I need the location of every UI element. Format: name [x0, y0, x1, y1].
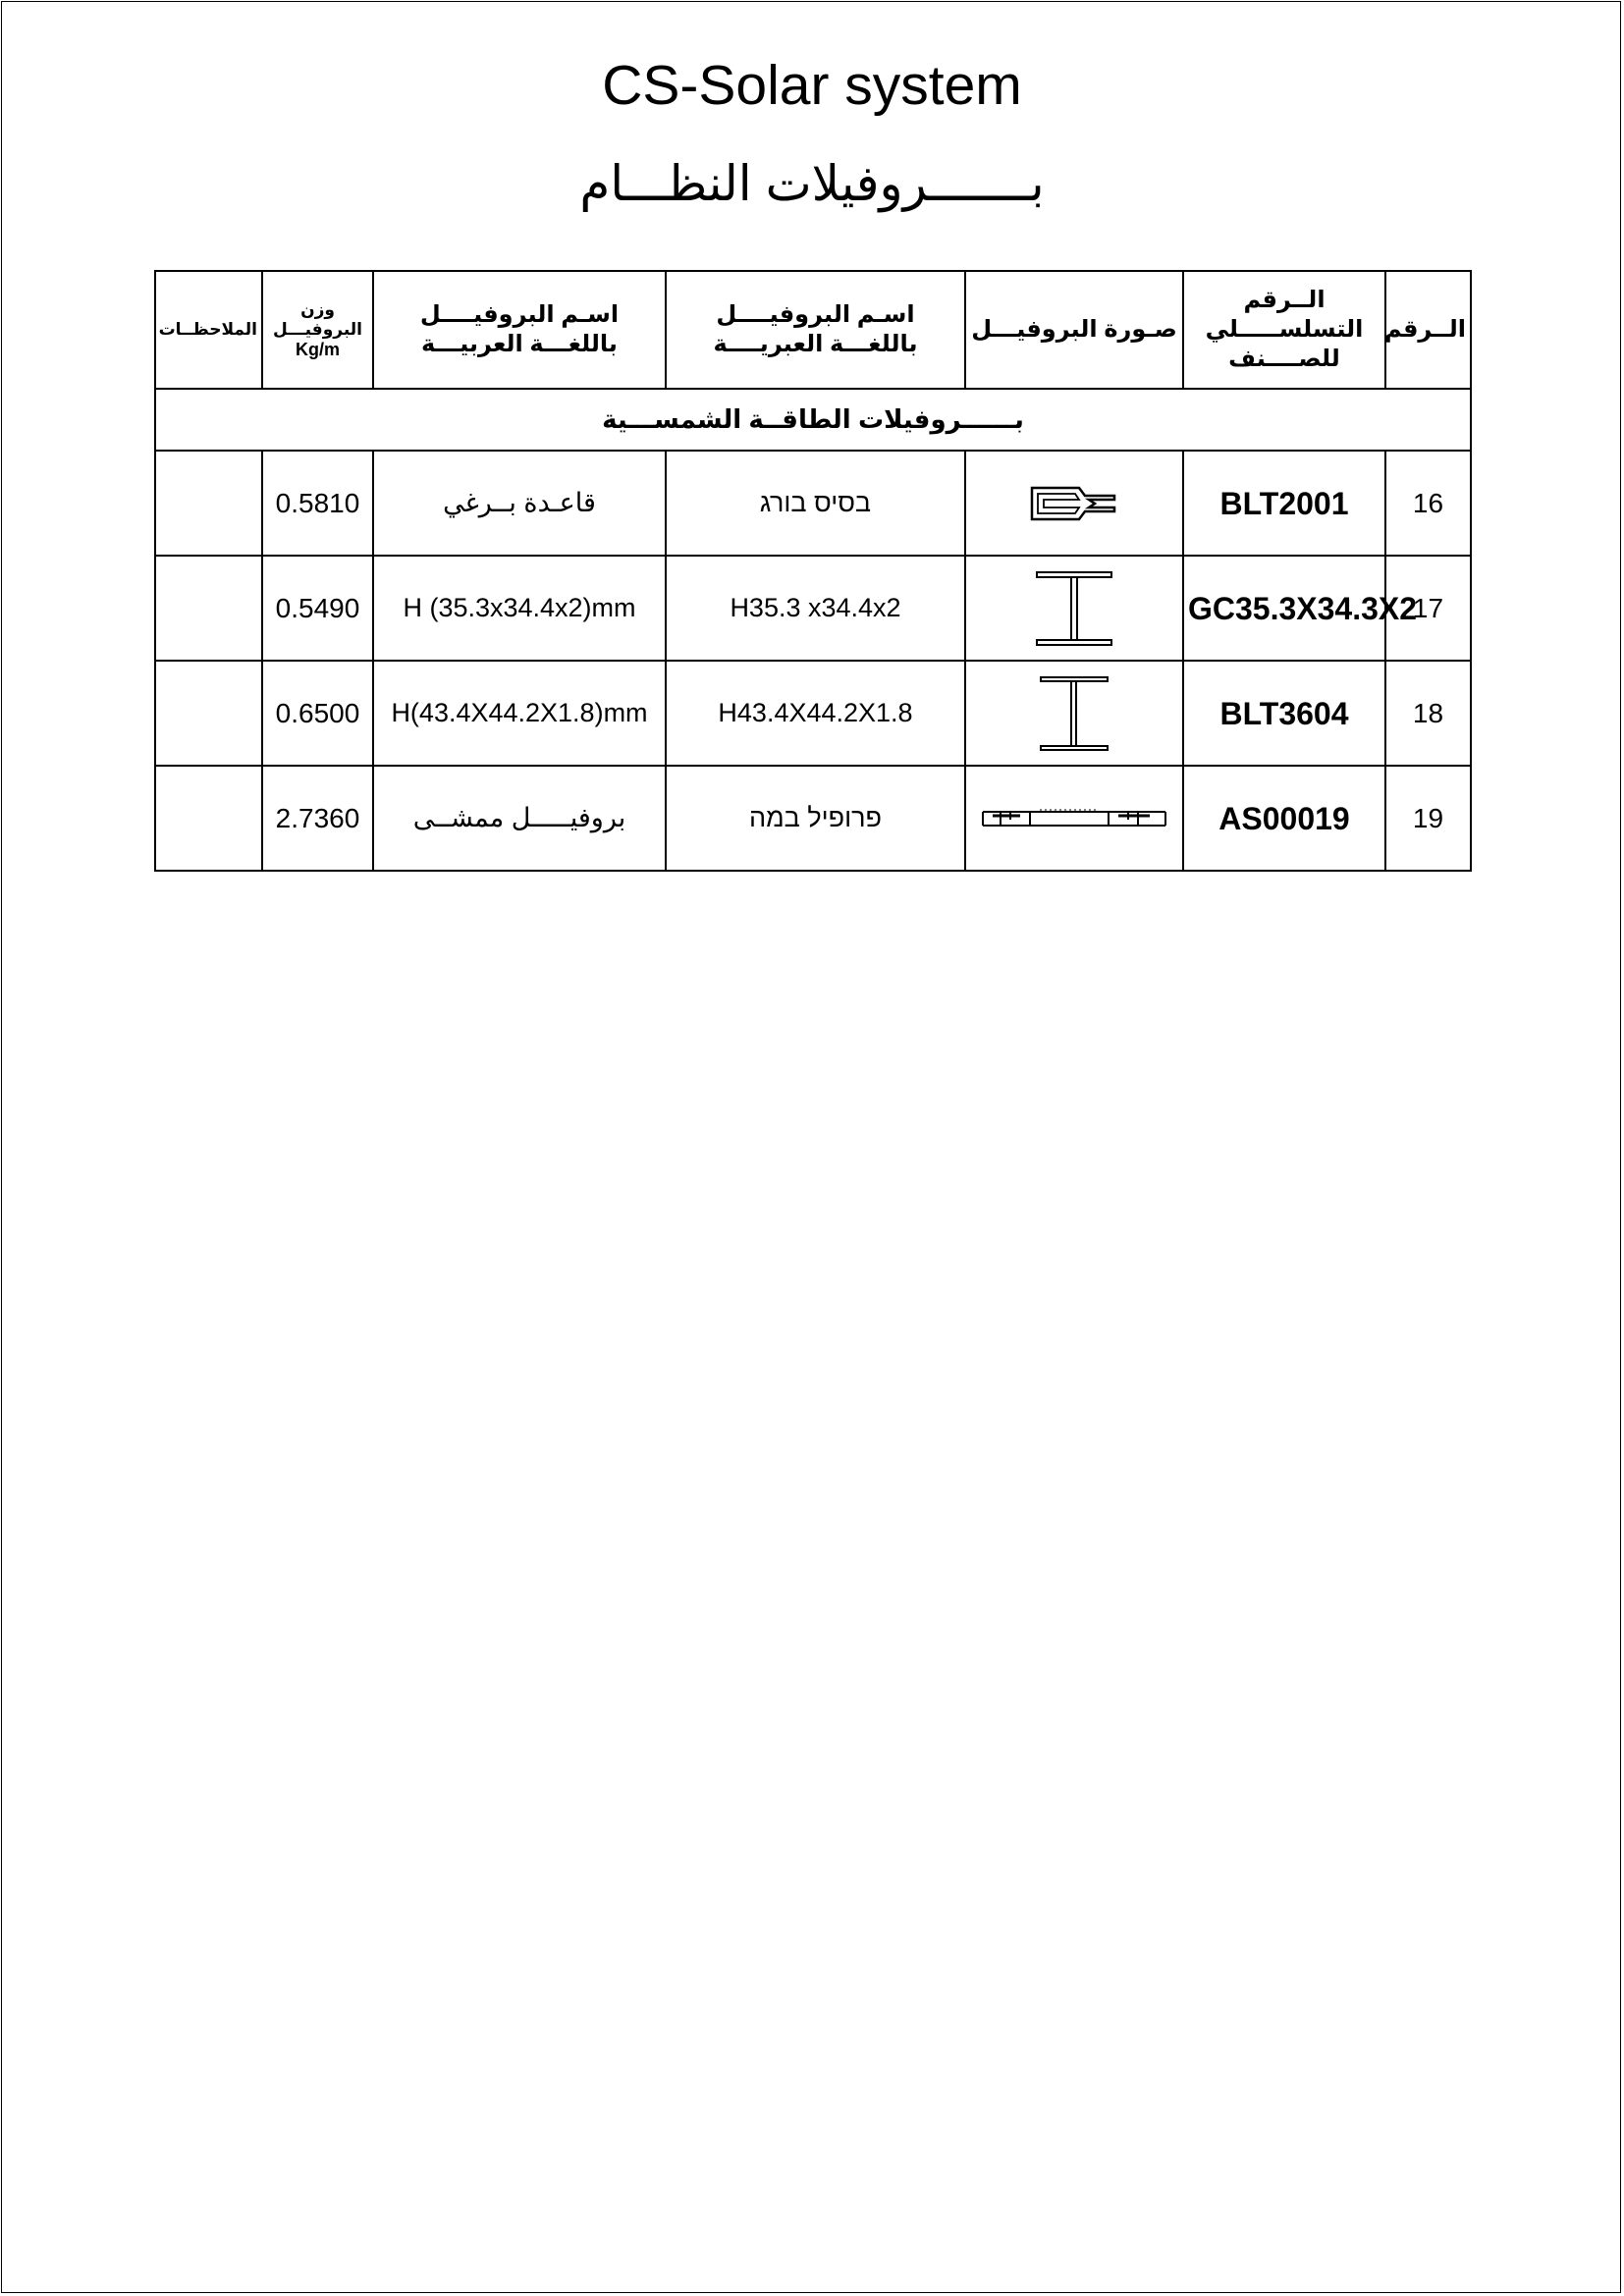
i-beam-profile-icon	[1037, 675, 1111, 752]
header-number: الــرقم	[1385, 271, 1471, 389]
header-name-hebrew: اسـم البروفيــــل باللغـــة العبريــــة	[666, 271, 965, 389]
row-name-arabic: H (35.3x34.4x2)mm	[373, 556, 666, 661]
i-beam-profile-icon	[1033, 570, 1115, 647]
table-row	[155, 766, 1471, 871]
row-name-hebrew: H43.4X44.2X1.8	[666, 661, 965, 766]
table-row	[155, 661, 1471, 766]
row-notes	[155, 766, 262, 871]
row-image	[965, 556, 1183, 661]
row-code: BLT2001	[1183, 451, 1385, 556]
row-number: 18	[1385, 661, 1471, 766]
row-name-hebrew: H35.3 x34.4x2	[666, 556, 965, 661]
section-title: بــــــروفيلات الطاقــة الشمســـية	[155, 389, 1471, 451]
table-row	[155, 556, 1471, 661]
document-title: CS-Solar system	[602, 54, 1022, 117]
row-code: BLT3604	[1183, 661, 1385, 766]
header-image: صـورة البروفيـــل	[965, 271, 1183, 389]
row-weight: 0.5810	[262, 451, 373, 556]
row-image	[965, 661, 1183, 766]
row-weight: 0.6500	[262, 661, 373, 766]
row-name-hebrew: פרופיל במה	[666, 766, 965, 871]
header-weight-unit: Kg/m	[296, 340, 340, 359]
table-row	[155, 451, 1471, 556]
row-image	[965, 451, 1183, 556]
header-weight-label: وزن البروفيـــل	[273, 300, 362, 339]
section-row	[155, 389, 1471, 451]
header-notes: الملاحظــات	[155, 271, 262, 389]
row-number: 16	[1385, 451, 1471, 556]
row-weight: 2.7360	[262, 766, 373, 871]
walkway-profile-icon	[981, 806, 1167, 831]
document-subtitle: بـــــــروفيلات النظـــام	[579, 156, 1045, 211]
row-number: 17	[1385, 556, 1471, 661]
clip-profile-icon	[1030, 484, 1118, 523]
row-name-arabic: قاعـدة بــرغي	[373, 451, 666, 556]
row-code: AS00019	[1183, 766, 1385, 871]
row-name-arabic: H(43.4X44.2X1.8)mm	[373, 661, 666, 766]
table-header-row	[155, 271, 1471, 389]
row-image	[965, 766, 1183, 871]
header-weight	[262, 271, 373, 389]
row-code: GC35.3X34.3X2	[1183, 556, 1385, 661]
row-name-arabic: بروفيـــــل ممشــى	[373, 766, 666, 871]
row-weight: 0.5490	[262, 556, 373, 661]
header-name-arabic: اسـم البروفيــــل باللغـــة العربيـــة	[373, 271, 666, 389]
row-notes	[155, 661, 262, 766]
row-number: 19	[1385, 766, 1471, 871]
row-name-hebrew: בסיס בורג	[666, 451, 965, 556]
row-notes	[155, 451, 262, 556]
row-notes	[155, 556, 262, 661]
header-serial: الــرقم التسلســـــلي للصــــنف	[1183, 271, 1385, 389]
profiles-table	[154, 270, 1472, 872]
